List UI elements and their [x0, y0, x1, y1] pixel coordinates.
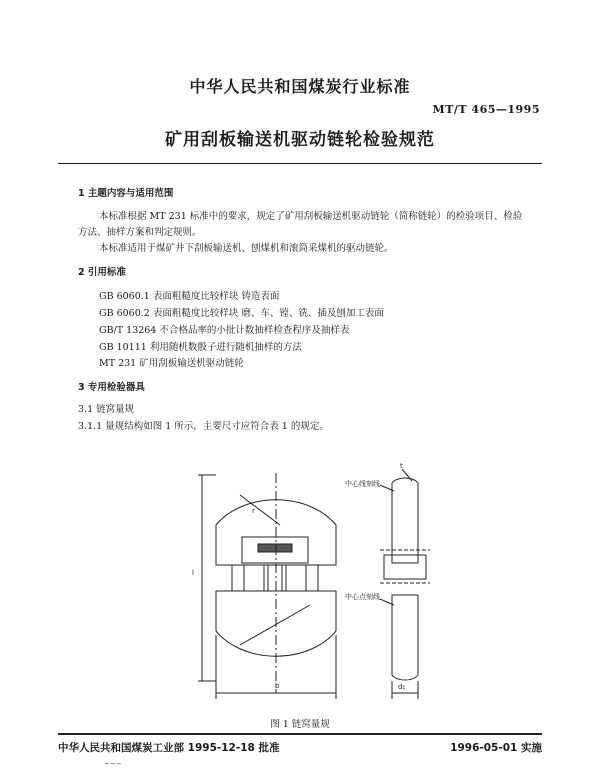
label-center-line: 中心线刻线 [345, 480, 380, 488]
label-dim-t: t [400, 462, 403, 470]
gauge-side-clamp [384, 555, 426, 579]
section-3-1: 3.1 链窝量规 [78, 404, 135, 415]
reference-item: GB 6060.1 表面粗糙度比较样块 铸造表面 [99, 291, 280, 302]
label-dim-l: l [192, 569, 194, 577]
reference-item: GB 10111 利用随机数骰子进行随机抽样的方法 [99, 342, 302, 353]
section-2-heading: 2 引用标准 [78, 267, 126, 278]
footer-rule [58, 733, 542, 735]
standard-code: MT/T 465—1995 [432, 103, 540, 116]
gauge-post-left [232, 565, 244, 591]
section-3-heading: 3 专用检验器具 [78, 382, 145, 393]
section-3-1-1: 3.1.1 量规结构如图 1 所示，主要尺寸应符合表 1 的规定。 [78, 421, 329, 432]
header-rule [58, 163, 542, 164]
header-org: 中华人民共和国煤炭行业标准 [189, 77, 411, 96]
figure-caption: 图 1 链窝量规 [270, 719, 330, 730]
page-mark: ~~~ [104, 760, 122, 768]
section-1-heading: 1 主题内容与适用范围 [78, 188, 174, 199]
footer-implemented: 1996-05-01 实施 [450, 742, 542, 754]
section-1-para2: 本标准适用于煤矿井下刮板输送机、刨煤机和滚筒采煤机的驱动链轮。 [99, 243, 394, 254]
footer-issued: 中华人民共和国煤炭工业部 1995-12-18 批准 [58, 742, 280, 754]
gauge-center-screw [264, 565, 286, 591]
gauge-drawing [180, 455, 440, 705]
label-center-point: 中心点刻线 [345, 593, 380, 601]
gauge-side-lower [392, 595, 418, 680]
label-dim-b: b [275, 682, 280, 690]
section-1-para1-line2: 方法、抽样方案和判定规则。 [78, 227, 202, 238]
gauge-knurl-block [258, 544, 292, 552]
reference-item: MT 231 矿用刮板输送机驱动链轮 [99, 358, 244, 369]
label-dim-r: r [252, 507, 255, 515]
gauge-post-right [306, 565, 318, 591]
section-1-para1-line1: 本标准根据 MT 231 标准中的要求，规定了矿用刮板输送机驱动链轮（简称链轮）的检验项目、检验 [99, 211, 523, 222]
reference-item: GB/T 13264 不合格品率的小批计数抽样检查程序及抽样表 [99, 325, 350, 336]
reference-item: GB 6060.2 表面粗糙度比较样块 磨、车、镗、铣、插及刨加工表面 [99, 308, 384, 319]
document-title: 矿用刮板输送机驱动链轮检验规范 [165, 130, 435, 150]
label-dim-d1: d₁ [398, 683, 406, 691]
